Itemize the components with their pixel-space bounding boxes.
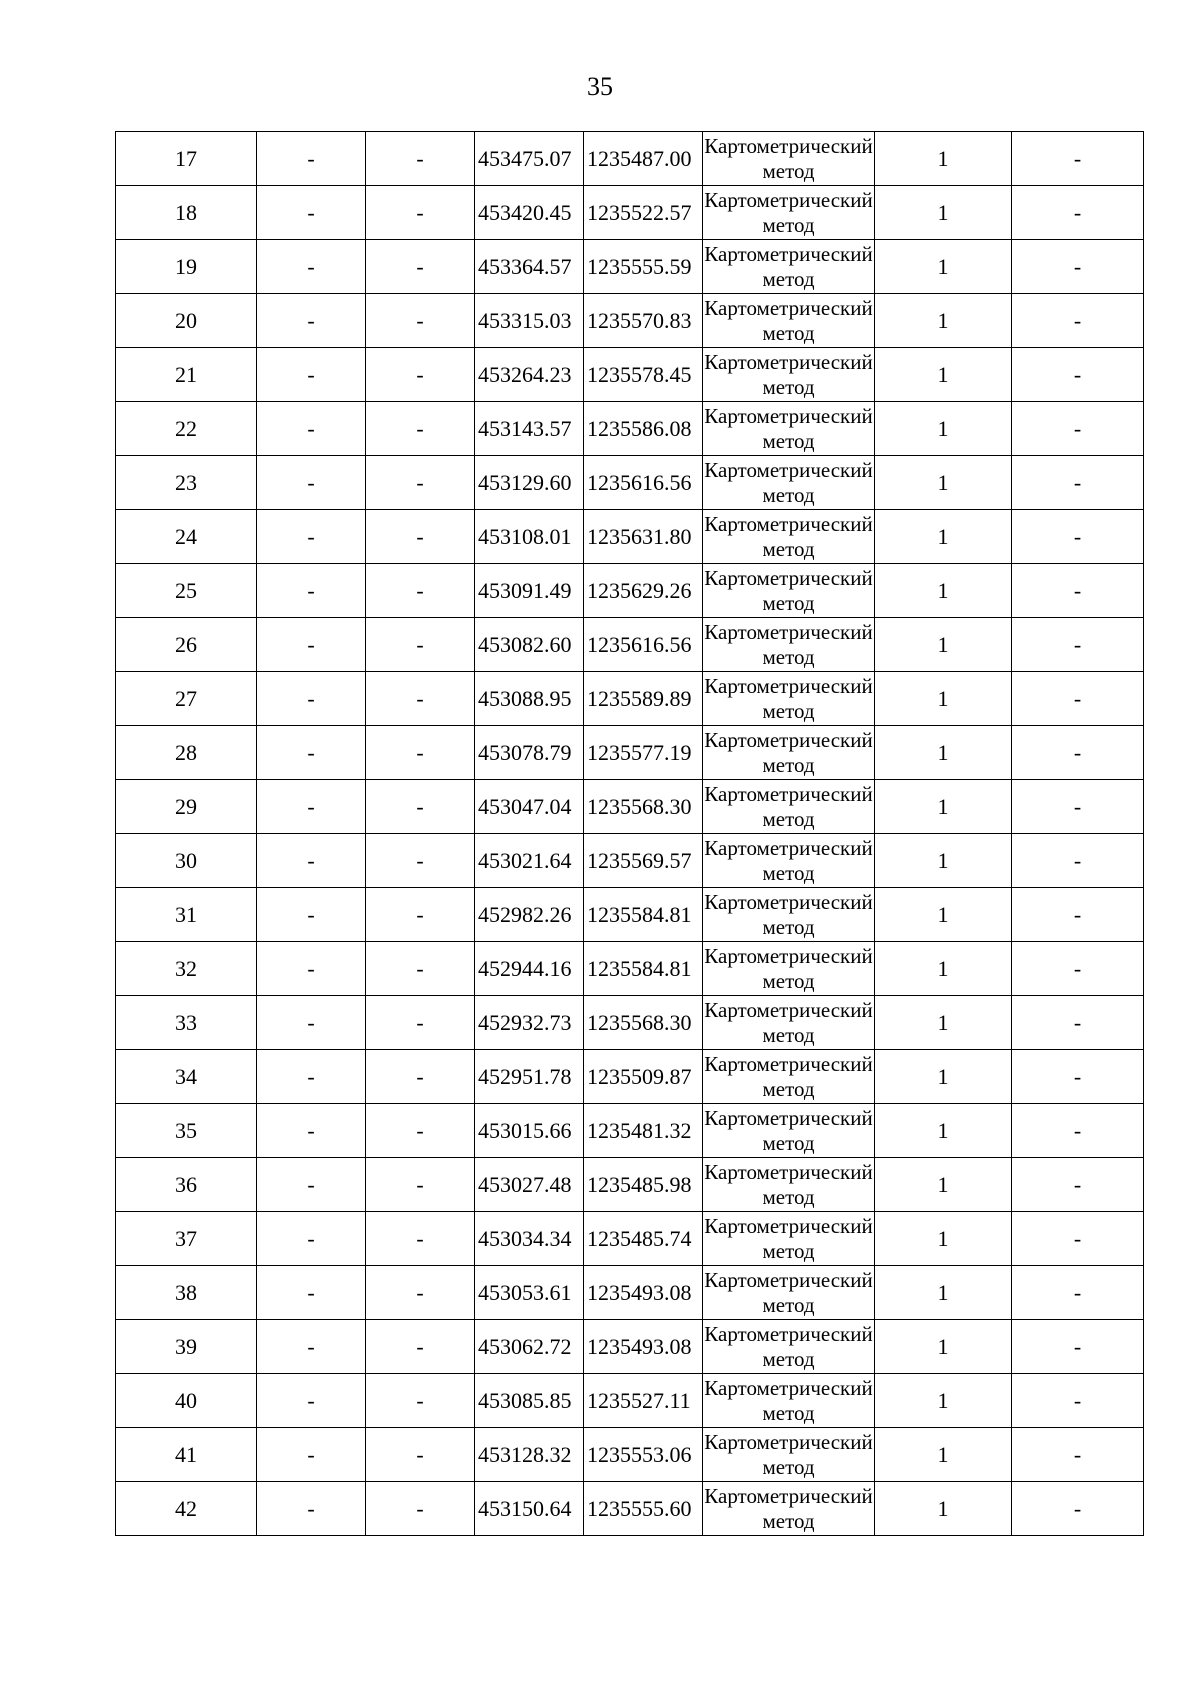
coordinate-x-cell: 453088.95: [475, 672, 584, 726]
table-row: [116, 1158, 1144, 1212]
table-body: [116, 132, 1144, 1536]
accuracy-cell: 1: [875, 726, 1012, 780]
point-number-cell: 26: [116, 618, 257, 672]
accuracy-cell: 1: [875, 834, 1012, 888]
empty-dash-cell: -: [257, 780, 366, 834]
empty-dash-cell: -: [257, 1158, 366, 1212]
accuracy-cell: 1: [875, 240, 1012, 294]
accuracy-cell: 1: [875, 402, 1012, 456]
empty-dash-cell: -: [366, 1374, 475, 1428]
point-number-cell: 35: [116, 1104, 257, 1158]
empty-dash-cell: -: [257, 1374, 366, 1428]
empty-dash-cell: -: [257, 1266, 366, 1320]
coordinate-y-cell: 1235584.81: [584, 888, 703, 942]
coordinate-y-cell: 1235586.08: [584, 402, 703, 456]
description-cell: -: [1012, 1320, 1144, 1374]
empty-dash-cell: -: [257, 510, 366, 564]
point-number-cell: 29: [116, 780, 257, 834]
point-number-cell: 34: [116, 1050, 257, 1104]
coordinate-y-cell: 1235568.30: [584, 780, 703, 834]
accuracy-cell: 1: [875, 294, 1012, 348]
coordinate-y-cell: 1235578.45: [584, 348, 703, 402]
table-row: [116, 456, 1144, 510]
coordinate-x-cell: 452982.26: [475, 888, 584, 942]
table-row: [116, 1050, 1144, 1104]
description-cell: -: [1012, 618, 1144, 672]
coordinate-y-cell: 1235570.83: [584, 294, 703, 348]
description-cell: -: [1012, 1374, 1144, 1428]
table-row: [116, 888, 1144, 942]
point-number-cell: 33: [116, 996, 257, 1050]
point-number-cell: 37: [116, 1212, 257, 1266]
point-number-cell: 31: [116, 888, 257, 942]
empty-dash-cell: -: [257, 996, 366, 1050]
empty-dash-cell: -: [366, 1050, 475, 1104]
point-number-cell: 21: [116, 348, 257, 402]
description-cell: -: [1012, 996, 1144, 1050]
empty-dash-cell: -: [366, 132, 475, 186]
table-row: [116, 186, 1144, 240]
coordinate-y-cell: 1235631.80: [584, 510, 703, 564]
table-row: [116, 240, 1144, 294]
coordinate-x-cell: 453082.60: [475, 618, 584, 672]
coordinate-y-cell: 1235481.32: [584, 1104, 703, 1158]
coordinate-y-cell: 1235616.56: [584, 456, 703, 510]
table-row: [116, 1104, 1144, 1158]
coordinate-x-cell: 453053.61: [475, 1266, 584, 1320]
point-number-cell: 36: [116, 1158, 257, 1212]
empty-dash-cell: -: [366, 1266, 475, 1320]
coordinate-x-cell: 453078.79: [475, 726, 584, 780]
point-number-cell: 42: [116, 1482, 257, 1536]
method-cell: Картометрический метод: [703, 294, 875, 348]
description-cell: -: [1012, 726, 1144, 780]
coordinate-y-cell: 1235584.81: [584, 942, 703, 996]
table-row: [116, 672, 1144, 726]
accuracy-cell: 1: [875, 1428, 1012, 1482]
method-cell: Картометрический метод: [703, 1104, 875, 1158]
empty-dash-cell: -: [257, 186, 366, 240]
coordinate-x-cell: 453047.04: [475, 780, 584, 834]
page-number: 35: [587, 72, 613, 101]
accuracy-cell: 1: [875, 1212, 1012, 1266]
accuracy-cell: 1: [875, 888, 1012, 942]
coordinate-y-cell: 1235509.87: [584, 1050, 703, 1104]
accuracy-cell: 1: [875, 132, 1012, 186]
empty-dash-cell: -: [366, 726, 475, 780]
accuracy-cell: 1: [875, 1158, 1012, 1212]
coordinate-y-cell: 1235493.08: [584, 1320, 703, 1374]
description-cell: -: [1012, 834, 1144, 888]
empty-dash-cell: -: [366, 1158, 475, 1212]
description-cell: -: [1012, 888, 1144, 942]
empty-dash-cell: -: [366, 186, 475, 240]
empty-dash-cell: -: [257, 1428, 366, 1482]
method-cell: Картометрический метод: [703, 1428, 875, 1482]
coordinate-y-cell: 1235569.57: [584, 834, 703, 888]
point-number-cell: 27: [116, 672, 257, 726]
coordinate-y-cell: 1235568.30: [584, 996, 703, 1050]
accuracy-cell: 1: [875, 348, 1012, 402]
method-cell: Картометрический метод: [703, 510, 875, 564]
method-cell: Картометрический метод: [703, 1266, 875, 1320]
table-row: [116, 348, 1144, 402]
coordinate-y-cell: 1235522.57: [584, 186, 703, 240]
coordinate-x-cell: 452944.16: [475, 942, 584, 996]
method-cell: Картометрический метод: [703, 942, 875, 996]
empty-dash-cell: -: [366, 942, 475, 996]
description-cell: -: [1012, 942, 1144, 996]
description-cell: -: [1012, 132, 1144, 186]
empty-dash-cell: -: [366, 618, 475, 672]
coordinate-x-cell: 453091.49: [475, 564, 584, 618]
method-cell: Картометрический метод: [703, 618, 875, 672]
accuracy-cell: 1: [875, 1482, 1012, 1536]
table-row: [116, 1428, 1144, 1482]
empty-dash-cell: -: [366, 1212, 475, 1266]
empty-dash-cell: -: [366, 294, 475, 348]
point-number-cell: 38: [116, 1266, 257, 1320]
description-cell: -: [1012, 294, 1144, 348]
table-row: [116, 1266, 1144, 1320]
empty-dash-cell: -: [257, 1212, 366, 1266]
empty-dash-cell: -: [366, 402, 475, 456]
accuracy-cell: 1: [875, 1320, 1012, 1374]
coordinate-x-cell: 453108.01: [475, 510, 584, 564]
accuracy-cell: 1: [875, 1104, 1012, 1158]
empty-dash-cell: -: [366, 348, 475, 402]
coordinate-y-cell: 1235589.89: [584, 672, 703, 726]
coordinate-x-cell: 453085.85: [475, 1374, 584, 1428]
coordinates-table: [115, 131, 1144, 1536]
description-cell: -: [1012, 780, 1144, 834]
description-cell: -: [1012, 1104, 1144, 1158]
coordinate-x-cell: 453015.66: [475, 1104, 584, 1158]
coordinate-x-cell: 453150.64: [475, 1482, 584, 1536]
empty-dash-cell: -: [366, 1428, 475, 1482]
empty-dash-cell: -: [257, 888, 366, 942]
method-cell: Картометрический метод: [703, 132, 875, 186]
point-number-cell: 28: [116, 726, 257, 780]
description-cell: -: [1012, 1212, 1144, 1266]
point-number-cell: 32: [116, 942, 257, 996]
empty-dash-cell: -: [257, 942, 366, 996]
description-cell: -: [1012, 1482, 1144, 1536]
empty-dash-cell: -: [366, 1482, 475, 1536]
table-row: [116, 1212, 1144, 1266]
coordinate-y-cell: 1235493.08: [584, 1266, 703, 1320]
empty-dash-cell: -: [257, 1050, 366, 1104]
description-cell: -: [1012, 402, 1144, 456]
method-cell: Картометрический метод: [703, 1374, 875, 1428]
empty-dash-cell: -: [257, 132, 366, 186]
accuracy-cell: 1: [875, 564, 1012, 618]
table-row: [116, 510, 1144, 564]
empty-dash-cell: -: [257, 348, 366, 402]
empty-dash-cell: -: [366, 888, 475, 942]
method-cell: Картометрический метод: [703, 456, 875, 510]
method-cell: Картометрический метод: [703, 672, 875, 726]
table-row: [116, 726, 1144, 780]
accuracy-cell: 1: [875, 618, 1012, 672]
description-cell: -: [1012, 510, 1144, 564]
point-number-cell: 40: [116, 1374, 257, 1428]
coordinate-x-cell: 452932.73: [475, 996, 584, 1050]
empty-dash-cell: -: [366, 456, 475, 510]
table-row: [116, 402, 1144, 456]
accuracy-cell: 1: [875, 672, 1012, 726]
empty-dash-cell: -: [257, 1320, 366, 1374]
point-number-cell: 17: [116, 132, 257, 186]
accuracy-cell: 1: [875, 996, 1012, 1050]
coordinate-y-cell: 1235629.26: [584, 564, 703, 618]
table-row: [116, 618, 1144, 672]
description-cell: -: [1012, 672, 1144, 726]
coordinate-x-cell: 453143.57: [475, 402, 584, 456]
coordinate-x-cell: 453062.72: [475, 1320, 584, 1374]
coordinate-x-cell: 453315.03: [475, 294, 584, 348]
method-cell: Картометрический метод: [703, 1158, 875, 1212]
coordinate-y-cell: 1235527.11: [584, 1374, 703, 1428]
empty-dash-cell: -: [257, 240, 366, 294]
coordinate-y-cell: 1235616.56: [584, 618, 703, 672]
empty-dash-cell: -: [366, 672, 475, 726]
coordinate-x-cell: 453364.57: [475, 240, 584, 294]
coordinate-x-cell: 453021.64: [475, 834, 584, 888]
empty-dash-cell: -: [257, 1482, 366, 1536]
coordinate-x-cell: 453034.34: [475, 1212, 584, 1266]
description-cell: -: [1012, 348, 1144, 402]
empty-dash-cell: -: [257, 1104, 366, 1158]
description-cell: -: [1012, 1266, 1144, 1320]
point-number-cell: 41: [116, 1428, 257, 1482]
table-row: [116, 132, 1144, 186]
description-cell: -: [1012, 1428, 1144, 1482]
coordinate-x-cell: 453027.48: [475, 1158, 584, 1212]
accuracy-cell: 1: [875, 942, 1012, 996]
table-row: [116, 1374, 1144, 1428]
point-number-cell: 20: [116, 294, 257, 348]
method-cell: Картометрический метод: [703, 996, 875, 1050]
empty-dash-cell: -: [257, 456, 366, 510]
point-number-cell: 39: [116, 1320, 257, 1374]
empty-dash-cell: -: [257, 618, 366, 672]
accuracy-cell: 1: [875, 456, 1012, 510]
accuracy-cell: 1: [875, 1266, 1012, 1320]
point-number-cell: 24: [116, 510, 257, 564]
accuracy-cell: 1: [875, 1374, 1012, 1428]
method-cell: Картометрический метод: [703, 1212, 875, 1266]
empty-dash-cell: -: [257, 564, 366, 618]
description-cell: -: [1012, 186, 1144, 240]
coordinate-y-cell: 1235485.74: [584, 1212, 703, 1266]
coordinate-x-cell: 453420.45: [475, 186, 584, 240]
empty-dash-cell: -: [257, 294, 366, 348]
method-cell: Картометрический метод: [703, 834, 875, 888]
empty-dash-cell: -: [257, 402, 366, 456]
method-cell: Картометрический метод: [703, 726, 875, 780]
empty-dash-cell: -: [366, 780, 475, 834]
table-row: [116, 942, 1144, 996]
method-cell: Картометрический метод: [703, 888, 875, 942]
description-cell: -: [1012, 1050, 1144, 1104]
table-row: [116, 1320, 1144, 1374]
table-row: [116, 564, 1144, 618]
point-number-cell: 25: [116, 564, 257, 618]
empty-dash-cell: -: [366, 564, 475, 618]
method-cell: Картометрический метод: [703, 1320, 875, 1374]
point-number-cell: 22: [116, 402, 257, 456]
coordinate-y-cell: 1235487.00: [584, 132, 703, 186]
empty-dash-cell: -: [257, 672, 366, 726]
coordinate-y-cell: 1235553.06: [584, 1428, 703, 1482]
point-number-cell: 30: [116, 834, 257, 888]
coordinate-y-cell: 1235555.60: [584, 1482, 703, 1536]
coordinate-x-cell: 452951.78: [475, 1050, 584, 1104]
coordinate-y-cell: 1235555.59: [584, 240, 703, 294]
accuracy-cell: 1: [875, 186, 1012, 240]
description-cell: -: [1012, 240, 1144, 294]
point-number-cell: 23: [116, 456, 257, 510]
coordinate-y-cell: 1235577.19: [584, 726, 703, 780]
empty-dash-cell: -: [366, 834, 475, 888]
coordinate-x-cell: 453264.23: [475, 348, 584, 402]
point-number-cell: 18: [116, 186, 257, 240]
empty-dash-cell: -: [366, 510, 475, 564]
method-cell: Картометрический метод: [703, 348, 875, 402]
empty-dash-cell: -: [366, 996, 475, 1050]
description-cell: -: [1012, 564, 1144, 618]
method-cell: Картометрический метод: [703, 240, 875, 294]
coordinate-y-cell: 1235485.98: [584, 1158, 703, 1212]
table-row: [116, 780, 1144, 834]
table-row: [116, 1482, 1144, 1536]
accuracy-cell: 1: [875, 1050, 1012, 1104]
description-cell: -: [1012, 1158, 1144, 1212]
table-row: [116, 834, 1144, 888]
accuracy-cell: 1: [875, 780, 1012, 834]
method-cell: Картометрический метод: [703, 186, 875, 240]
empty-dash-cell: -: [366, 240, 475, 294]
method-cell: Картометрический метод: [703, 780, 875, 834]
empty-dash-cell: -: [257, 726, 366, 780]
empty-dash-cell: -: [366, 1320, 475, 1374]
table-row: [116, 996, 1144, 1050]
coordinate-x-cell: 453128.32: [475, 1428, 584, 1482]
method-cell: Картометрический метод: [703, 402, 875, 456]
coordinate-x-cell: 453129.60: [475, 456, 584, 510]
accuracy-cell: 1: [875, 510, 1012, 564]
empty-dash-cell: -: [366, 1104, 475, 1158]
table-row: [116, 294, 1144, 348]
empty-dash-cell: -: [257, 834, 366, 888]
method-cell: Картометрический метод: [703, 1482, 875, 1536]
description-cell: -: [1012, 456, 1144, 510]
coordinate-x-cell: 453475.07: [475, 132, 584, 186]
point-number-cell: 19: [116, 240, 257, 294]
method-cell: Картометрический метод: [703, 1050, 875, 1104]
method-cell: Картометрический метод: [703, 564, 875, 618]
